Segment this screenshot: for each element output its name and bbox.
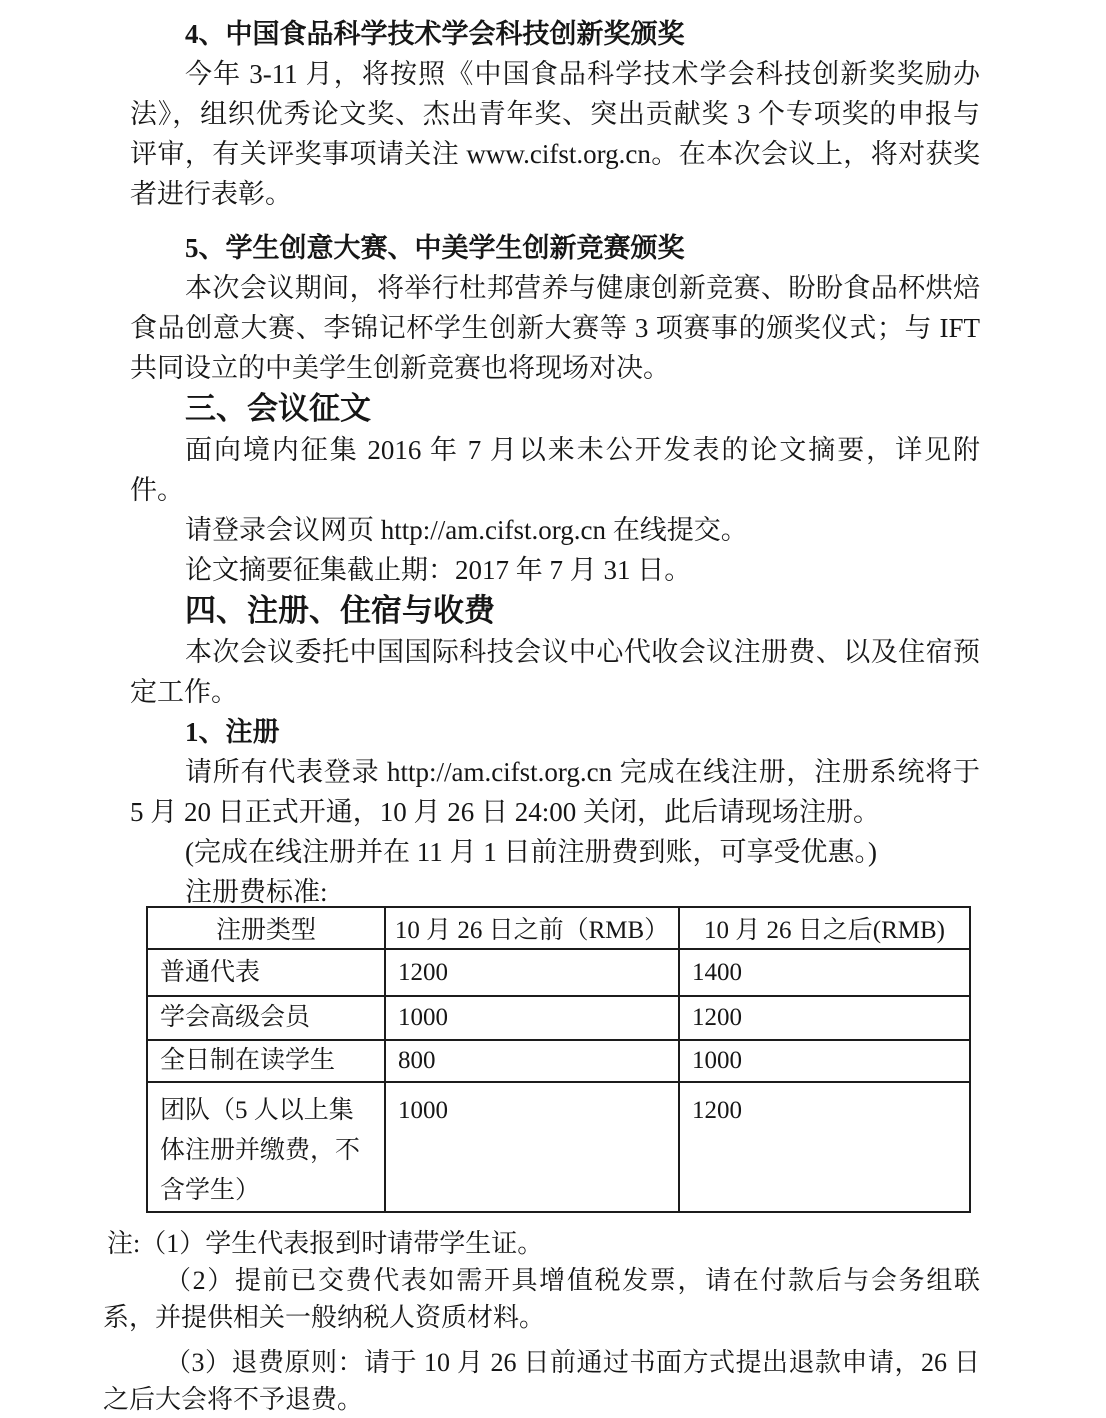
- fee-table-row-regular: [147, 949, 970, 996]
- note-refund-policy: （3）退费原则：请于 10 月 26 日前通过书面方式提出退款申请，26 日之后大会将不予退费。: [103, 1348, 980, 1414]
- fee-table-header-before: 10 月 26 日之前（RMB）: [385, 907, 679, 949]
- fee-cell-after: 1200: [679, 996, 970, 1040]
- fee-cell-before: 1000: [385, 1082, 679, 1212]
- fee-cell-before: 800: [385, 1040, 679, 1082]
- fee-table-header-row: [147, 907, 970, 949]
- fee-cell-before: 1000: [385, 996, 679, 1040]
- fee-cell-after: 1200: [679, 1082, 970, 1212]
- para-call-for-papers-scope: 面向境内征集 2016 年 7 月以来未公开发表的论文摘要，详见附件。: [130, 435, 980, 505]
- fee-table-header-type: 注册类型: [147, 907, 385, 949]
- fee-table-row-student: [147, 1040, 970, 1082]
- notes-block: [103, 1225, 980, 1418]
- heading-call-for-papers: 三、会议征文: [185, 391, 371, 426]
- fee-cell-type: 普通代表: [147, 949, 385, 996]
- fee-table: [146, 906, 971, 1213]
- heading-registration: 1、注册: [185, 717, 280, 747]
- fee-cell-type: 全日制在读学生: [147, 1040, 385, 1082]
- fee-cell-before: 1200: [385, 949, 679, 996]
- para-student-competition: 本次会议期间，将举行杜邦营养与健康创新竞赛、盼盼食品杯烘焙食品创意大赛、李锦记杯学生创新大赛等 3 项赛事的颁奖仪式；与 IFT 共同设立的中美学生创新竞赛也将现场对决。: [130, 273, 980, 383]
- heading-tech-innovation-award: 4、中国食品科学技术学会科技创新奖颁奖: [185, 19, 685, 49]
- fee-table-header-after: 10 月 26 日之后(RMB): [679, 907, 970, 949]
- fee-cell-after: 1000: [679, 1040, 970, 1082]
- para-call-for-papers-deadline: 论文摘要征集截止期：2017 年 7 月 31 日。: [185, 555, 692, 585]
- fee-standard-label: 注册费标准:: [185, 877, 328, 907]
- para-call-for-papers-submit: 请登录会议网页 http://am.cifst.org.cn 在线提交。: [185, 515, 748, 545]
- fee-cell-type: 学会高级会员: [147, 996, 385, 1040]
- para-registration-lodging: 本次会议委托中国国际科技会议中心代收会议注册费、以及住宿预定工作。: [130, 637, 980, 707]
- fee-table-row-senior-member: [147, 996, 970, 1040]
- heading-student-competition: 5、学生创意大赛、中美学生创新竞赛颁奖: [185, 233, 685, 263]
- fee-table-row-group: [147, 1082, 970, 1212]
- note-student-id: 注:（1）学生代表报到时请带学生证。: [107, 1229, 544, 1258]
- fee-cell-type: 团队（5 人以上集体注册并缴费，不含学生）: [147, 1082, 385, 1212]
- fee-cell-after: 1400: [679, 949, 970, 996]
- heading-registration-lodging: 四、注册、住宿与收费: [185, 593, 495, 628]
- para-registration-system: 请所有代表登录 http://am.cifst.org.cn 完成在线注册，注册系统将于 5 月 20 日正式开通，10 月 26 日 24:00 关闭，此后请现场注册。: [130, 757, 980, 827]
- note-invoice: （2）提前已交费代表如需开具增值税发票，请在付款后与会务组联系，并提供相关一般纳税人资质材料。: [103, 1266, 980, 1332]
- para-tech-innovation-award: 今年 3-11 月，将按照《中国食品科学技术学会科技创新奖奖励办法》，组织优秀论文奖、杰出青年奖、突出贡献奖 3 个专项奖的申报与评审，有关评奖事项请关注 www.cifst.org.cn。在本次会议上，将对获奖者进行表彰。: [130, 59, 980, 209]
- para-registration-discount: (完成在线注册并在 11 月 1 日前注册费到账，可享受优惠。): [185, 837, 877, 867]
